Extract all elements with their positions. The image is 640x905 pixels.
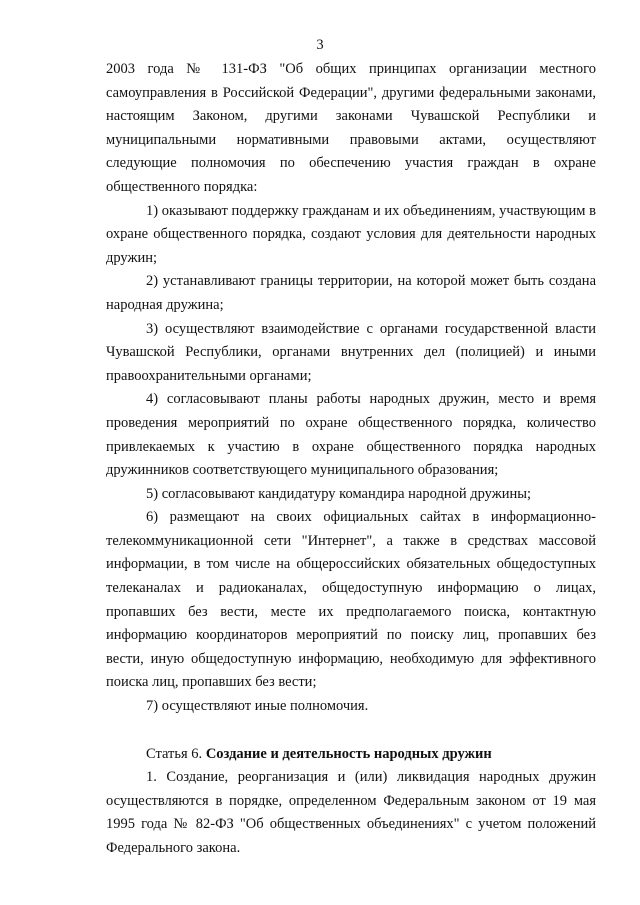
list-item-3: 3) осуществляют взаимодействие с органами государственной власти Чувашской Республики, органами внутренних дел (полицией) и иными правоохранительными органами;: [106, 320, 596, 384]
article-paragraph: 1. Создание, реорганизация и (или) ликвидация народных дружин осуществляются в порядке, определенном Федеральным законом от 19 мая 1995 года № 82-ФЗ "Об общественных объединениях" с учетом положений Федерального закона.: [106, 769, 596, 856]
page-number: 3: [316, 37, 324, 53]
intro-paragraph: 2003 года № 131-ФЗ "Об общих принципах организации местного самоуправления в Российской Федерации", другими федеральными законами, настоящим Законом, другими законами Чувашской Республики и муниципальными нормативными правовыми актами, осуществляют следующие полномочия по обеспечению участия граждан в охране общественного порядка:: [106, 61, 596, 195]
article-heading: [106, 743, 596, 767]
document-body: [106, 58, 596, 861]
list-item-7: 7) осуществляют иные полномочия.: [146, 698, 369, 715]
list-item-4: 4) согласовывают планы работы народных дружин, место и время проведения мероприятий по охране общественного порядка, количество привлекаемых к участию в охране общественного порядка народных дружинников соответствующего муниципального образования;: [106, 391, 596, 479]
list-item-5: 5) согласовывают кандидатуру командира народной дружины;: [146, 485, 532, 502]
list-item-1: 1) оказывают поддержку гражданам и их объединениям, участвующим в охране общественного порядка, создают условия для деятельности народных дружин;: [106, 202, 596, 266]
article-label: Статья 6.: [146, 745, 206, 762]
list-item-2: 2) устанавливают границы территории, на которой может быть создана народная дружина;: [106, 273, 596, 313]
list-item-6: 6) размещают на своих официальных сайтах в информационно-телекоммуникационной сети "Интернет", а также в средствах массовой информации, в том числе на общероссийских обязательных общедоступных телеканалах и радиоканалах, общедоступную информацию о лицах, пропавших без вести, месте их предполагаемого поиска, контактную информацию координаторов мероприятий по поиску лиц, пропавших без вести, иную общедоступную информацию, необходимую для эффективного поиска лиц, пропавших без вести;: [106, 509, 596, 691]
article-title: Создание и деятельность народных дружин: [205, 745, 492, 762]
